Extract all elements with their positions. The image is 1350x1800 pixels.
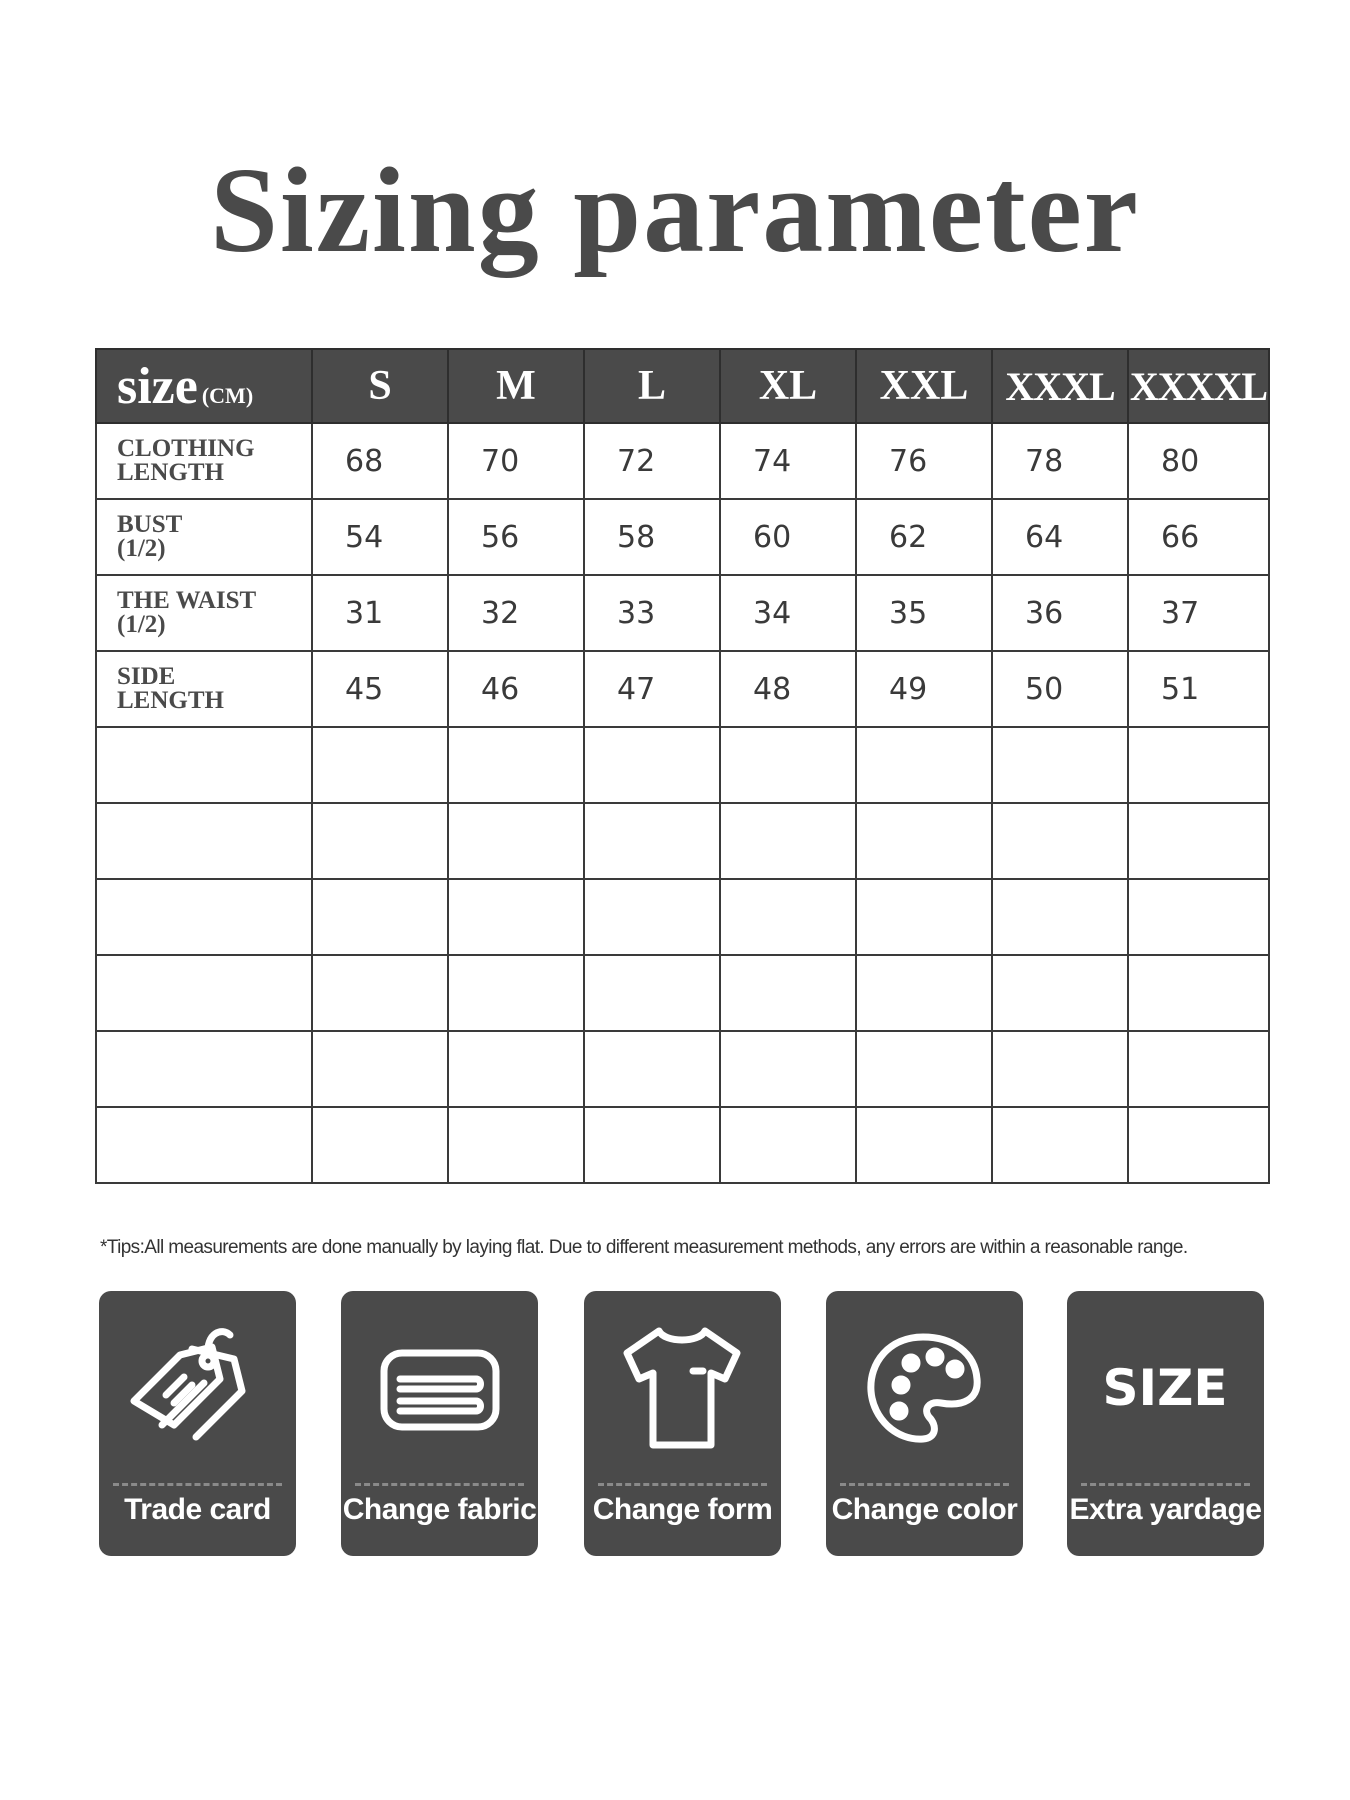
table-cell: 64	[992, 499, 1128, 575]
table-cell: 78	[992, 423, 1128, 499]
row-label-line: (1/2)	[117, 611, 166, 638]
size-corner-cell	[96, 349, 312, 423]
empty-cell	[96, 1031, 312, 1107]
empty-cell	[312, 727, 448, 803]
table-cell: 47	[584, 651, 720, 727]
feature-change-color	[826, 1291, 1023, 1556]
fabric-icon	[364, 1313, 514, 1463]
empty-row	[96, 1031, 1269, 1107]
empty-cell	[856, 803, 992, 879]
row-label-line: LENGTH	[117, 687, 224, 714]
size-header: L	[584, 349, 720, 423]
empty-cell	[720, 879, 856, 955]
table-row	[96, 575, 1269, 651]
empty-cell	[992, 1031, 1128, 1107]
size-icon	[1090, 1313, 1240, 1463]
row-label	[96, 575, 312, 651]
palette-icon	[849, 1313, 999, 1463]
empty-cell	[448, 1031, 584, 1107]
feature-list	[99, 1291, 1264, 1556]
row-label	[96, 423, 312, 499]
table-cell: 49	[856, 651, 992, 727]
empty-cell	[992, 879, 1128, 955]
table-cell: 31	[312, 575, 448, 651]
table-row	[96, 423, 1269, 499]
table-cell: 34	[720, 575, 856, 651]
divider	[1081, 1483, 1250, 1486]
empty-row	[96, 879, 1269, 955]
table-cell: 72	[584, 423, 720, 499]
empty-row	[96, 803, 1269, 879]
empty-cell	[1128, 955, 1269, 1031]
table-cell: 62	[856, 499, 992, 575]
empty-cell	[720, 1107, 856, 1183]
table-cell: 76	[856, 423, 992, 499]
empty-cell	[448, 1107, 584, 1183]
empty-cell	[720, 1031, 856, 1107]
size-header-row	[96, 349, 1269, 423]
tag-icon	[122, 1313, 272, 1463]
empty-cell	[312, 1031, 448, 1107]
empty-cell	[992, 727, 1128, 803]
empty-cell	[584, 803, 720, 879]
size-header: M	[448, 349, 584, 423]
table-cell: 58	[584, 499, 720, 575]
empty-cell	[96, 955, 312, 1031]
table-cell: 37	[1128, 575, 1269, 651]
empty-cell	[312, 803, 448, 879]
table-cell: 50	[992, 651, 1128, 727]
empty-cell	[96, 803, 312, 879]
empty-cell	[584, 955, 720, 1031]
row-label	[96, 499, 312, 575]
empty-row	[96, 955, 1269, 1031]
empty-cell	[1128, 727, 1269, 803]
empty-cell	[992, 955, 1128, 1031]
table-cell: 80	[1128, 423, 1269, 499]
table-cell: 35	[856, 575, 992, 651]
divider	[355, 1483, 524, 1486]
empty-cell	[720, 955, 856, 1031]
empty-cell	[96, 879, 312, 955]
row-label-line: BUST	[117, 511, 183, 539]
table-cell: 32	[448, 575, 584, 651]
table-cell: 56	[448, 499, 584, 575]
feature-change-form	[584, 1291, 781, 1556]
size-header: XXXXL	[1128, 349, 1269, 423]
row-label-line: LENGTH	[117, 459, 224, 486]
empty-cell	[584, 727, 720, 803]
feature-extra-yardage	[1067, 1291, 1264, 1556]
row-label-line: THE WAIST	[117, 587, 257, 615]
empty-cell	[856, 1031, 992, 1107]
empty-cell	[1128, 1107, 1269, 1183]
table-cell: 51	[1128, 651, 1269, 727]
empty-cell	[856, 1107, 992, 1183]
feature-label: Change fabric	[342, 1493, 537, 1526]
empty-cell	[96, 727, 312, 803]
empty-cell	[1128, 803, 1269, 879]
table-cell: 70	[448, 423, 584, 499]
table-cell: 48	[720, 651, 856, 727]
empty-row	[96, 727, 1269, 803]
empty-cell	[96, 1107, 312, 1183]
empty-cell	[720, 727, 856, 803]
empty-cell	[312, 955, 448, 1031]
size-header: XL	[720, 349, 856, 423]
empty-cell	[992, 1107, 1128, 1183]
empty-cell	[584, 1031, 720, 1107]
table-row	[96, 651, 1269, 727]
size-header: S	[312, 349, 448, 423]
table-cell: 33	[584, 575, 720, 651]
empty-cell	[448, 955, 584, 1031]
table-cell: 74	[720, 423, 856, 499]
empty-cell	[312, 1107, 448, 1183]
tips-note: *Tips:All measurements are done manually by laying flat. Due to different measurement methods, any errors are within a reasonable range.	[100, 1237, 1188, 1258]
divider	[113, 1483, 282, 1486]
page-title: Sizing parameter	[210, 143, 1140, 278]
empty-cell	[448, 879, 584, 955]
size-label: size	[117, 357, 198, 415]
empty-cell	[584, 879, 720, 955]
table-cell: 36	[992, 575, 1128, 651]
empty-cell	[312, 879, 448, 955]
feature-change-fabric	[341, 1291, 538, 1556]
row-label	[96, 651, 312, 727]
feature-trade-card	[99, 1291, 296, 1556]
feature-label: Change form	[592, 1493, 773, 1526]
table-row	[96, 499, 1269, 575]
tshirt-icon	[607, 1313, 757, 1463]
empty-cell	[856, 727, 992, 803]
feature-label: Trade card	[124, 1493, 271, 1526]
empty-cell	[1128, 879, 1269, 955]
empty-cell	[1128, 1031, 1269, 1107]
empty-row	[96, 1107, 1269, 1183]
empty-cell	[584, 1107, 720, 1183]
empty-cell	[856, 955, 992, 1031]
size-icon-text: SIZE	[1102, 1359, 1228, 1417]
feature-label: Change color	[831, 1493, 1018, 1526]
empty-cell	[448, 803, 584, 879]
divider	[598, 1483, 767, 1486]
row-label-line: SIDE	[117, 663, 176, 691]
empty-cell	[448, 727, 584, 803]
table-cell: 68	[312, 423, 448, 499]
table-cell: 45	[312, 651, 448, 727]
table-cell: 54	[312, 499, 448, 575]
size-header: XXXL	[992, 349, 1128, 423]
row-label-line: (1/2)	[117, 535, 166, 562]
feature-label: Extra yardage	[1069, 1493, 1262, 1526]
unit-label: (CM)	[201, 382, 254, 408]
divider	[840, 1483, 1009, 1486]
table-cell: 46	[448, 651, 584, 727]
size-header: XXL	[856, 349, 992, 423]
row-label-line: CLOTHING	[117, 435, 255, 463]
table-cell: 60	[720, 499, 856, 575]
empty-cell	[720, 803, 856, 879]
empty-cell	[992, 803, 1128, 879]
size-table	[95, 348, 1270, 1184]
empty-cell	[856, 879, 992, 955]
table-cell: 66	[1128, 499, 1269, 575]
